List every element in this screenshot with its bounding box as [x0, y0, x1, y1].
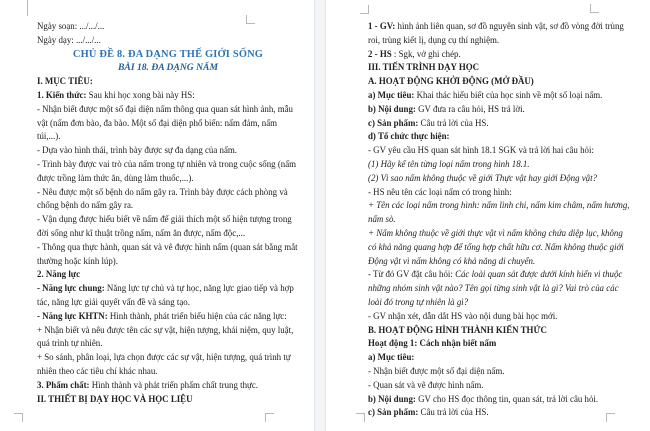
text-line	[368, 172, 636, 186]
text-run: - Dựa vào hình thái, trình bày được sự đa dạng của nấm.	[37, 145, 238, 156]
margin-crop-mark	[606, 413, 615, 422]
text-line	[37, 213, 299, 227]
text-run: có khả năng quang hợp để tổng hợp chất hữu cơ. Nấm không thuộc giới	[368, 241, 624, 252]
text-run: Câu trả lời của HS.	[418, 117, 489, 128]
text-line	[368, 199, 636, 213]
text-line	[37, 310, 299, 324]
margin-crop-mark	[360, 5, 369, 14]
text-line	[37, 379, 299, 393]
text-line	[37, 296, 299, 310]
text-line	[37, 103, 299, 117]
text-line	[368, 351, 636, 365]
text-run: đời sống như kĩ thuật trồng nấm, nấm ăn được, nấm độc,...	[37, 227, 246, 238]
text-run: d) Tổ chức thực hiện:	[368, 131, 450, 142]
text-line	[37, 144, 299, 158]
text-line	[37, 172, 299, 186]
text-run: - Năng lực KHTN:	[37, 310, 108, 321]
text-run: Câu trả lời của HS.	[418, 407, 489, 418]
text-line	[37, 393, 299, 407]
text-run: Các loài quan sát được dưới kính hiển vi thuộc	[455, 269, 623, 280]
text-line	[37, 75, 299, 89]
text-run: - Trình bày được vai trò của nấm trong tự nhiên và trong cuộc sống (nấm	[37, 158, 297, 169]
text-run: + Nhận biết và nêu được tên các sự vật, hiện tượng, khái niệm, quy luật,	[37, 324, 294, 335]
text-run: - Quan sát và vẽ được hình nấm.	[368, 379, 484, 390]
text-line	[37, 20, 299, 34]
text-line	[37, 117, 299, 131]
text-run: vật (nấm đơn bào, đa bào. Một số đại diện phổ biến: nấm đảm, nấm	[37, 117, 278, 128]
text-run: Ngày soạn: .../.../...	[37, 21, 105, 31]
text-run: 2. Năng lực	[37, 269, 81, 280]
text-run: Hình thành, phát triển biểu hiện của các năng lực:	[107, 310, 287, 321]
margin-crop-mark	[14, 413, 23, 422]
text-line	[37, 365, 299, 379]
text-run: Hoạt động 1: Cách nhận biết nấm	[368, 338, 497, 349]
text-run: những nhóm sinh vật nào? Tên gọi từng sinh vật là gì? Vai trò của các	[368, 283, 619, 294]
text-line	[37, 89, 299, 103]
text-run: GV đưa ra câu hỏi, HS trả lời.	[415, 103, 525, 114]
text-run: - Nhận biết được một số đại diện nấm.	[368, 365, 505, 376]
text-line	[37, 34, 299, 48]
text-line	[368, 365, 636, 379]
text-run: b) Nội dung:	[368, 393, 416, 404]
text-line	[37, 61, 299, 75]
text-run: Khai thác hiểu biết của học sinh về một số loại nấm.	[414, 89, 603, 100]
text-run: Động vật vì nấm không có khả năng di chuyển.	[368, 255, 536, 266]
text-run: 1. Kiến thức:	[37, 89, 87, 100]
text-line	[37, 199, 299, 213]
text-run: a) Mục tiêu:	[368, 352, 415, 363]
text-run: túi,...).	[37, 131, 61, 142]
text-run: Năng lực tự chủ và tự học, năng lực giao tiếp và hợp	[104, 283, 294, 294]
text-run: chống bệnh do nấm gây ra.	[37, 200, 134, 211]
text-run: được trồng làm thức ăn, dùng làm thuốc,...).	[37, 172, 194, 183]
text-run: + Tên các loại nấm trong hình: nấm linh chi, nấm kim châm, nấm hương,	[368, 200, 630, 211]
text-run: nấm sò.	[368, 214, 396, 225]
text-run: + So sánh, phân loại, lựa chọn được các sự vật, hiện tượng, quá trình tự	[37, 352, 291, 363]
text-run: - Năng lực chung:	[37, 283, 105, 294]
text-line	[368, 393, 636, 407]
text-line	[368, 117, 636, 131]
page-2-text[interactable]	[326, 20, 636, 420]
text-line	[368, 282, 636, 296]
text-run: I. MỤC TIÊU:	[37, 76, 93, 87]
text-line	[37, 268, 299, 282]
page-1	[0, 0, 315, 431]
page-gap	[315, 0, 325, 431]
margin-crop-mark	[265, 413, 274, 422]
text-run: II. THIẾT BỊ DẠY HỌC VÀ HỌC LIỆU	[37, 393, 193, 404]
text-run: - HS nêu tên các loại nấm có trong hình:	[368, 186, 512, 197]
text-run: 3. Phẩm chất:	[37, 379, 90, 390]
text-run: (2) Vì sao nấm không thuộc về giới Thực vật hay giới Động vật?	[368, 172, 597, 183]
text-run: - GV yêu cầu HS quan sát hình 18.1 SGK và trả lời hai câu hỏi:	[368, 145, 594, 156]
text-run: loài đó trong tự nhiên là gì?	[368, 296, 469, 307]
text-line	[368, 158, 636, 172]
text-run: a) Mục tiêu:	[368, 89, 415, 100]
text-run: c) Sản phẩm:	[368, 407, 419, 418]
text-run: hình ảnh liên quan, sơ đồ nguyên sinh vật, sơ đồ vòng đời trùng	[395, 21, 624, 31]
text-line	[368, 324, 636, 338]
text-run: roi, trùng kiết lị, dụng cụ thí nghiệm.	[368, 34, 500, 45]
page-1-text[interactable]	[0, 20, 299, 406]
text-run: 2 - HS	[368, 48, 392, 59]
text-line	[368, 255, 636, 269]
margin-crop-mark	[27, 0, 28, 16]
text-run: + Nấm không thuộc về giới thực vật vì nấm không chứa diệp lục, không	[368, 227, 623, 238]
text-line	[368, 213, 636, 227]
margin-crop-mark	[246, 15, 255, 24]
text-run: - Nhận biết được một số đại diện nấm thông qua quan sát hình ảnh, mẫu	[37, 103, 293, 114]
text-line	[368, 89, 636, 103]
text-run: - Thông qua thực hành, quan sát và vẽ được hình nấm (quan sát bằng mắt	[37, 241, 298, 252]
text-run: (1) Hãy kể tên từng loại nấm trong hình 18.1.	[368, 158, 530, 169]
text-line	[368, 337, 636, 351]
text-line	[368, 268, 636, 282]
text-line	[368, 310, 636, 324]
text-run: tác, năng lực giải quyết vấn đề và sáng tạo.	[37, 296, 190, 307]
text-run: 1 - GV:	[368, 21, 396, 31]
text-run: - Nêu được một số bệnh do nấm gây ra. Trình bày được cách phòng và	[37, 186, 288, 197]
text-line	[368, 34, 636, 48]
text-line	[37, 186, 299, 200]
text-line	[368, 144, 636, 158]
margin-crop-mark	[356, 413, 365, 422]
text-line	[37, 337, 299, 351]
page-2	[325, 0, 650, 431]
text-line	[37, 351, 299, 365]
text-line	[368, 48, 636, 62]
text-line	[37, 255, 299, 269]
text-line	[368, 61, 636, 75]
text-line	[368, 241, 636, 255]
text-line	[368, 379, 636, 393]
text-run: c) Sản phẩm:	[368, 117, 419, 128]
text-line	[37, 241, 299, 255]
text-run: - Vận dụng được hiểu biết về nấm để giải thích một số hiện tượng trong	[37, 214, 292, 225]
text-line	[368, 130, 636, 144]
text-line	[368, 75, 636, 89]
text-run: quá trình tự nhiên.	[37, 338, 103, 349]
text-run: III. TIẾN TRÌNH DẠY HỌC	[368, 62, 480, 73]
text-run: Ngày dạy: .../.../...	[37, 34, 101, 45]
text-run: : Sgk, vở ghi chép.	[391, 48, 461, 59]
text-line	[368, 406, 636, 420]
text-line	[368, 186, 636, 200]
text-line	[368, 296, 636, 310]
text-run: nhiên theo các tiêu chí khác nhau.	[37, 365, 158, 376]
text-run: A. HOẠT ĐỘNG KHỞI ĐỘNG (MỞ ĐẦU)	[368, 76, 534, 87]
text-run: - GV nhận xét, dẫn dắt HS vào nội dung bài học mới.	[368, 310, 558, 321]
text-run: B. HOẠT ĐỘNG HÌNH THÀNH KIẾN THỨC	[368, 324, 547, 335]
text-run: - Từ đó GV đặt câu hỏi:	[368, 269, 456, 280]
text-line	[368, 20, 636, 34]
text-run: CHỦ ĐỀ 8. ĐA DẠNG THẾ GIỚI SỐNG	[72, 48, 264, 60]
text-run: BÀI 18. ĐA DẠNG NẤM	[118, 62, 218, 74]
text-line	[37, 48, 299, 62]
text-line	[37, 324, 299, 338]
text-run: b) Nội dung:	[368, 103, 416, 114]
text-run: Sau khi học xong bài này HS:	[86, 89, 195, 100]
text-line	[37, 282, 299, 296]
text-run: Hình thành và phát triển phẩm chất trung thực.	[89, 379, 258, 390]
text-line	[368, 103, 636, 117]
text-line	[368, 227, 636, 241]
margin-crop-mark	[590, 4, 599, 13]
text-line	[37, 158, 299, 172]
text-line	[37, 227, 299, 241]
text-run: GV cho HS đọc thông tin, quan sát, trả lời câu hỏi.	[415, 393, 599, 404]
text-run: thường hoặc kính lúp).	[37, 255, 118, 266]
text-line	[37, 130, 299, 144]
